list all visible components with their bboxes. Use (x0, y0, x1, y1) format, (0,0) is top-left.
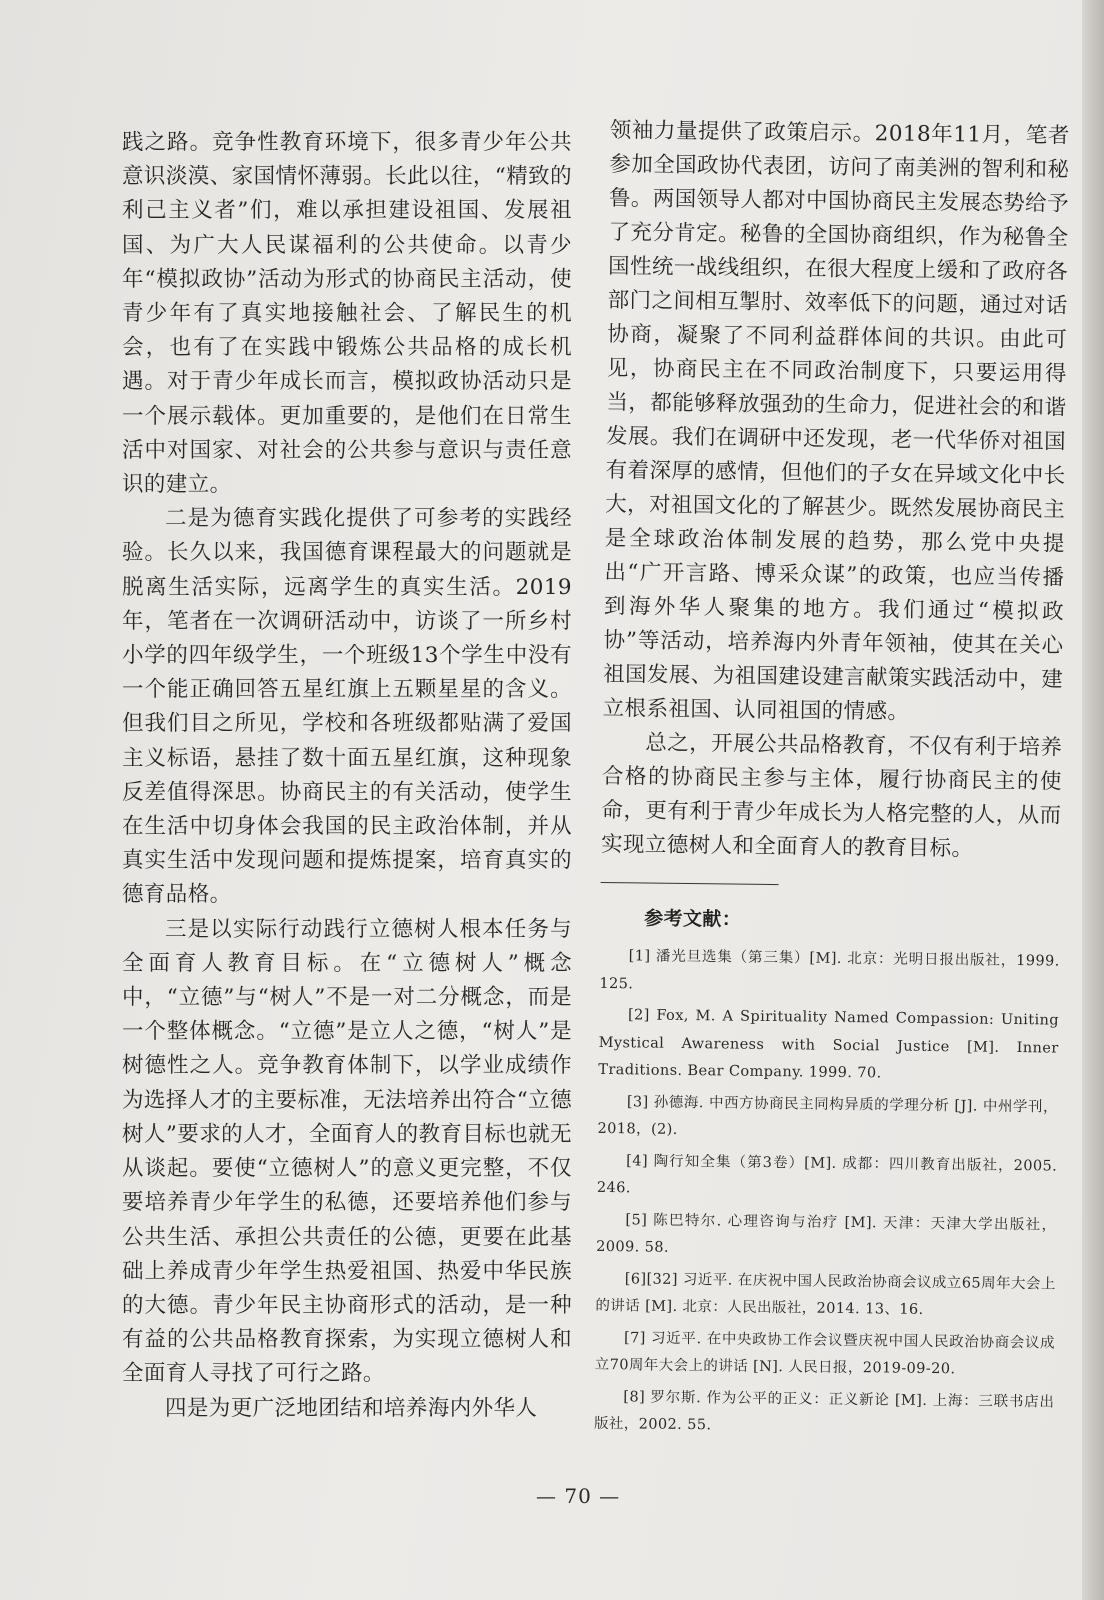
page-edge (1082, 0, 1104, 1600)
references-heading: 参考文献： (644, 907, 742, 931)
paragraph-right-1: 领袖力量提供了政策启示。2018年11月，笔者参加全国政协代表团，访问了南美洲的智利和秘鲁。两国领导人都对中国协商民主发展态势给予了充分肯定。秘鲁的全国协商组织，作为秘鲁全国性统一战线组织，在很大程度上缓和了政府各部门之间相互掣肘、效率低下的问题，通过对话协商，凝聚了不同利益群体间的共识。由此可见，协商民主在不同政治制度下，只要运用得当，都能够释放强劲的生命力，促进社会的和谐发展。我们在调研中还发现，老一代华侨对祖国有着深厚的感情，但他们的子女在异域文化中长大，对祖国文化的了解甚少。既然发展协商民主是全球政治体制发展的趋势，那么党中央提出“广开言路、博采众谋”的政策，也应当传播到海外华人聚集的地方。我们通过“模拟政协”等活动，培养海内外青年领袖，使其在关心祖国发展、为祖国建设建言献策实践活动中，建立根系祖国、认同祖国的情感。 (602, 117, 1070, 725)
reference-item: [7] 习近平. 在中央政协工作会议暨庆祝中国人民政治协商会议成立70周年大会上的讲话 [N]. 人民日报，2019-09-20. (594, 1329, 1056, 1378)
reference-item: [8] 罗尔斯. 作为公平的正义：正义新论 [M]. 上海：三联书店出版社，2002. 55. (593, 1388, 1055, 1434)
paragraph-right-2: 总之，开展公共品格教育，不仅有利于培养合格的协商民主参与主体，履行协商民主的使命，更有利于青少年成长为人格完整的人，从而实现立德树人和全面育人的教育目标。 (600, 730, 1063, 862)
reference-item: [3] 孙德海. 中西方协商民主同构异质的学理分析 [J]. 中州学刊，2018，(2). (597, 1093, 1058, 1138)
reference-item: [4] 陶行知全集（第3卷）[M]. 成都：四川教育出版社，2005. 246. (596, 1152, 1058, 1197)
paragraph-left-1: 践之路。竞争性教育环境下，很多青少年公共意识淡漠、家国情怀薄弱。长此以往，“精致的利己主义者”们，难以承担建设祖国、发展祖国、为广大人民谋福利的公共使命。以青少年“模拟政协”活动为形式的协商民主活动，使青少年有了真实地接触社会、了解民生的机会，也有了在实践中锻炼公共品格的成长机遇。对于青少年成长而言，模拟政协活动只是一个展示载体。更加重要的，是他们在日常生活中对国家、对社会的公共参与意识与责任意识的建立。 (122, 130, 572, 498)
reference-item: [5] 陈巴特尔. 心理咨询与治疗 [M]. 天津：天津大学出版社，2009. 58. (596, 1211, 1057, 1256)
paragraph-left-3: 三是以实际行动践行立德树人根本任务与全面育人教育目标。在“立德树人”概念中，“立德”与“树人”不是一对二分概念，而是一个整体概念。“立德”是立人之德，“树人”是树德性之人。竞争教育体制下，以学业成绩作为选择人才的主要标准，无法培养出符合“立德树人”要求的人才，全面育人的教育目标也就无从谈起。要使“立德树人”的意义更完整，不仅要培养青少年学生的私德，还要培养他们参与公共生活、承担公共责任的公德，更要在此基础上养成青少年学生热爱祖国、热爱中华民族的大德。青少年民主协商形式的活动，是一种有益的公共品格教育探索，为实现立德树人和全面育人寻找了可行之路。 (122, 916, 572, 1387)
reference-item: [6][32] 习近平. 在庆祝中国人民政治协商会议成立65周年大会上的讲话 [M]. 北京：人民出版社，2014. 13、16. (595, 1270, 1056, 1318)
paragraph-left-4: 四是为更广泛地团结和培养海内外华人 (165, 1395, 538, 1421)
reference-item: [1] 潘光旦选集（第三集）[M]. 北京：光明日报出版社，1999. 125. (599, 948, 1060, 992)
references-list (594, 943, 1060, 1444)
left-text-column (122, 126, 572, 1426)
right-text-column (594, 114, 1070, 1448)
page-number: — 70 — (536, 1484, 621, 1508)
references-divider (601, 882, 779, 885)
reference-item: [2] Fox, M. A Spirituality Named Compassion: Uniting Mystical Awareness with Social Justice [M]. Inner Traditions. Bear Company. 1999. 70. (598, 1007, 1060, 1082)
paragraph-left-2: 二是为德育实践化提供了可参考的实践经验。长久以来，我国德育课程最大的问题就是脱离生活实际，远离学生的真实生活。2019年，笔者在一次调研活动中，访谈了一所乡村小学的四年级学生，一个班级13个学生中没有一个能正确回答五星红旗上五颗星星的含义。但我们目之所见，学校和各班级都贴满了爱国主义标语，悬挂了数十面五星红旗，这种现象反差值得深思。协商民主的有关活动，使学生在生活中切身体会我国的民主政治体制，并从真实生活中发现问题和提炼提案，培育真实的德育品格。 (122, 506, 572, 908)
